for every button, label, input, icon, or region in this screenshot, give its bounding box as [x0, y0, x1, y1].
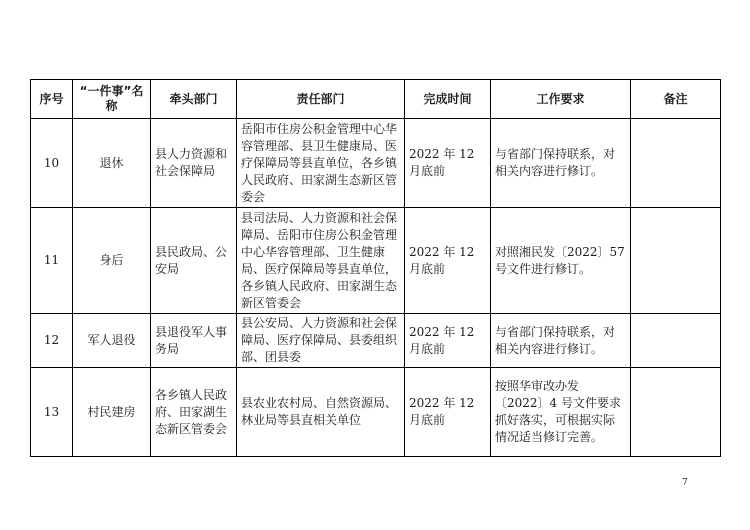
remarks: [631, 208, 721, 314]
completion-time: 2022 年 12 月底前: [405, 208, 491, 314]
responsible-dept: 县司法局、人力资源和社会保障局、岳阳市住房公积金管理中心华容管理部、卫生健康局、医疗保障局等县直单位，各乡镇人民政府、田家湖生态新区管委会: [237, 208, 405, 314]
lead-dept: 县退役军人事务局: [151, 314, 237, 368]
header-responsible-dept: 责任部门: [237, 80, 405, 119]
lead-dept: 县民政局、公安局: [151, 208, 237, 314]
work-requirement: 按照华审改办发〔2022〕4 号文件要求抓好落实，可根据实际情况适当修订完善。: [491, 368, 631, 457]
header-work-requirement: 工作要求: [491, 80, 631, 119]
item-name: 身后: [73, 208, 151, 314]
completion-time: 2022 年 12 月底前: [405, 119, 491, 208]
item-name: 军人退役: [73, 314, 151, 368]
lead-dept: 各乡镇人民政府、田家湖生态新区管委会: [151, 368, 237, 457]
completion-time: 2022 年 12 月底前: [405, 314, 491, 368]
item-name: 退休: [73, 119, 151, 208]
row-number: 10: [31, 119, 73, 208]
table-header-row: [31, 80, 721, 119]
work-table: [30, 79, 721, 457]
row-number: 12: [31, 314, 73, 368]
remarks: [631, 119, 721, 208]
work-requirement: 对照湘民发〔2022〕57 号文件进行修订。: [491, 208, 631, 314]
header-remarks: 备注: [631, 80, 721, 119]
completion-time: 2022 年 12 月底前: [405, 368, 491, 457]
item-name: 村民建房: [73, 368, 151, 457]
remarks: [631, 314, 721, 368]
header-lead-dept: 牵头部门: [151, 80, 237, 119]
row-number: 13: [31, 368, 73, 457]
header-number: 序号: [31, 80, 73, 119]
lead-dept: 县人力资源和社会保障局: [151, 119, 237, 208]
work-requirement: 与省部门保持联系，对相关内容进行修订。: [491, 119, 631, 208]
responsible-dept: 县公安局、人力资源和社会保障局、医疗保障局、县委组织部、团县委: [237, 314, 405, 368]
table-row: [31, 314, 721, 368]
table-row: [31, 119, 721, 208]
row-number: 11: [31, 208, 73, 314]
header-completion-time: 完成时间: [405, 80, 491, 119]
responsible-dept: 县农业农村局、自然资源局、林业局等县直相关单位: [237, 368, 405, 457]
header-item-name: “一件事”名称: [73, 80, 151, 119]
remarks: [631, 368, 721, 457]
table-row: [31, 368, 721, 457]
responsible-dept: 岳阳市住房公积金管理中心华容管理部、县卫生健康局、医疗保障局等县直单位，各乡镇人民政府、田家湖生态新区管委会: [237, 119, 405, 208]
work-requirement: 与省部门保持联系，对相关内容进行修订。: [491, 314, 631, 368]
table-row: [31, 208, 721, 314]
page-number: 7: [682, 478, 688, 488]
